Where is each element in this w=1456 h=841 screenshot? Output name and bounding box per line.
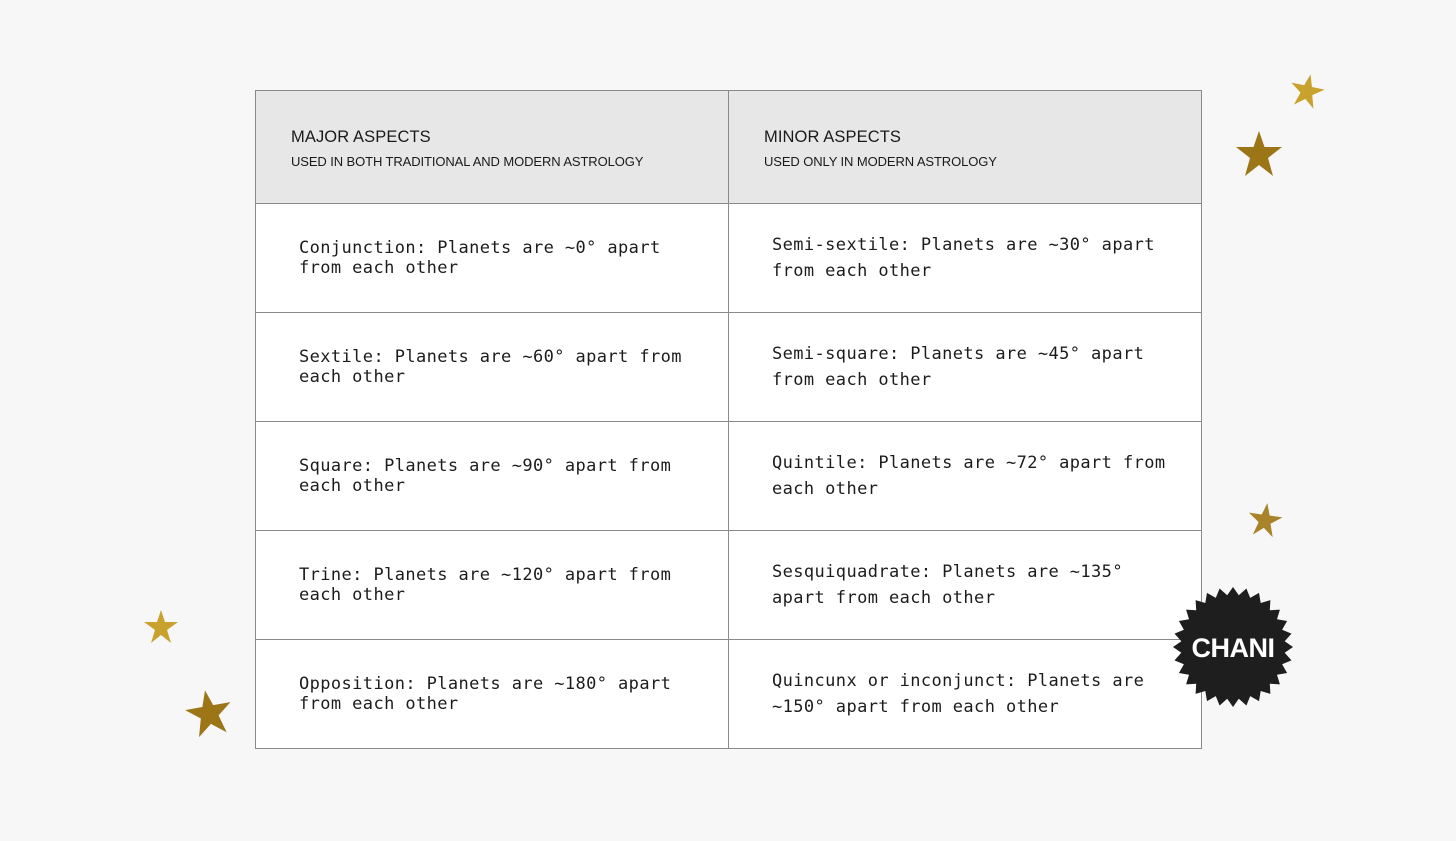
- minor-aspect-text: Quintile: Planets are ~72° apart from each other: [772, 453, 1166, 499]
- minor-aspect-text: Semi-sextile: Planets are ~30° apart from each other: [772, 235, 1155, 281]
- minor-aspects-subtitle: USED ONLY IN MODERN ASTROLOGY: [764, 153, 997, 169]
- major-aspects-header: [256, 91, 729, 204]
- star-icon: [1288, 72, 1326, 110]
- table-row: [256, 531, 1202, 640]
- major-aspect-text: Conjunction: Planets are ~0° apart from each other: [299, 237, 661, 278]
- minor-aspects-title: MINOR ASPECTS: [764, 127, 901, 146]
- badge-label: CHANI: [1191, 633, 1275, 663]
- minor-aspect-cell: [729, 204, 1202, 313]
- aspects-table: [255, 90, 1202, 749]
- major-aspect-text: Square: Planets are ~90° apart from each other: [299, 455, 672, 496]
- star-icon: [1234, 129, 1284, 179]
- major-aspect-cell: [256, 204, 729, 313]
- major-aspect-cell: [256, 531, 729, 640]
- minor-aspect-text: Quincunx or inconjunct: Planets are ~150° apart from each other: [772, 671, 1145, 717]
- minor-aspect-cell: [729, 531, 1202, 640]
- major-aspect-cell: [256, 313, 729, 422]
- minor-aspect-text: Sesquiquadrate: Planets are ~135° apart from each other: [772, 562, 1123, 608]
- minor-aspect-cell: [729, 422, 1202, 531]
- major-aspect-text: Trine: Planets are ~120° apart from each other: [299, 564, 672, 605]
- table-row: [256, 204, 1202, 313]
- table-row: [256, 313, 1202, 422]
- star-icon: [142, 608, 180, 646]
- minor-aspects-header: [729, 91, 1202, 204]
- star-icon: [1246, 501, 1284, 539]
- minor-aspect-cell: [729, 313, 1202, 422]
- major-aspect-text: Opposition: Planets are ~180° apart from each other: [299, 673, 672, 714]
- major-aspects-subtitle: USED IN BOTH TRADITIONAL AND MODERN ASTROLOGY: [291, 153, 644, 169]
- major-aspects-title: MAJOR ASPECTS: [291, 127, 431, 146]
- major-aspect-text: Sextile: Planets are ~60° apart from each other: [299, 346, 682, 387]
- minor-aspect-text: Semi-square: Planets are ~45° apart from each other: [772, 344, 1145, 390]
- chani-badge: [1172, 586, 1294, 708]
- minor-aspect-cell: [729, 640, 1202, 749]
- star-icon: [184, 688, 234, 738]
- table-header-row: [256, 91, 1202, 204]
- major-aspect-cell: [256, 422, 729, 531]
- table-row: [256, 640, 1202, 749]
- table-row: [256, 422, 1202, 531]
- major-aspect-cell: [256, 640, 729, 749]
